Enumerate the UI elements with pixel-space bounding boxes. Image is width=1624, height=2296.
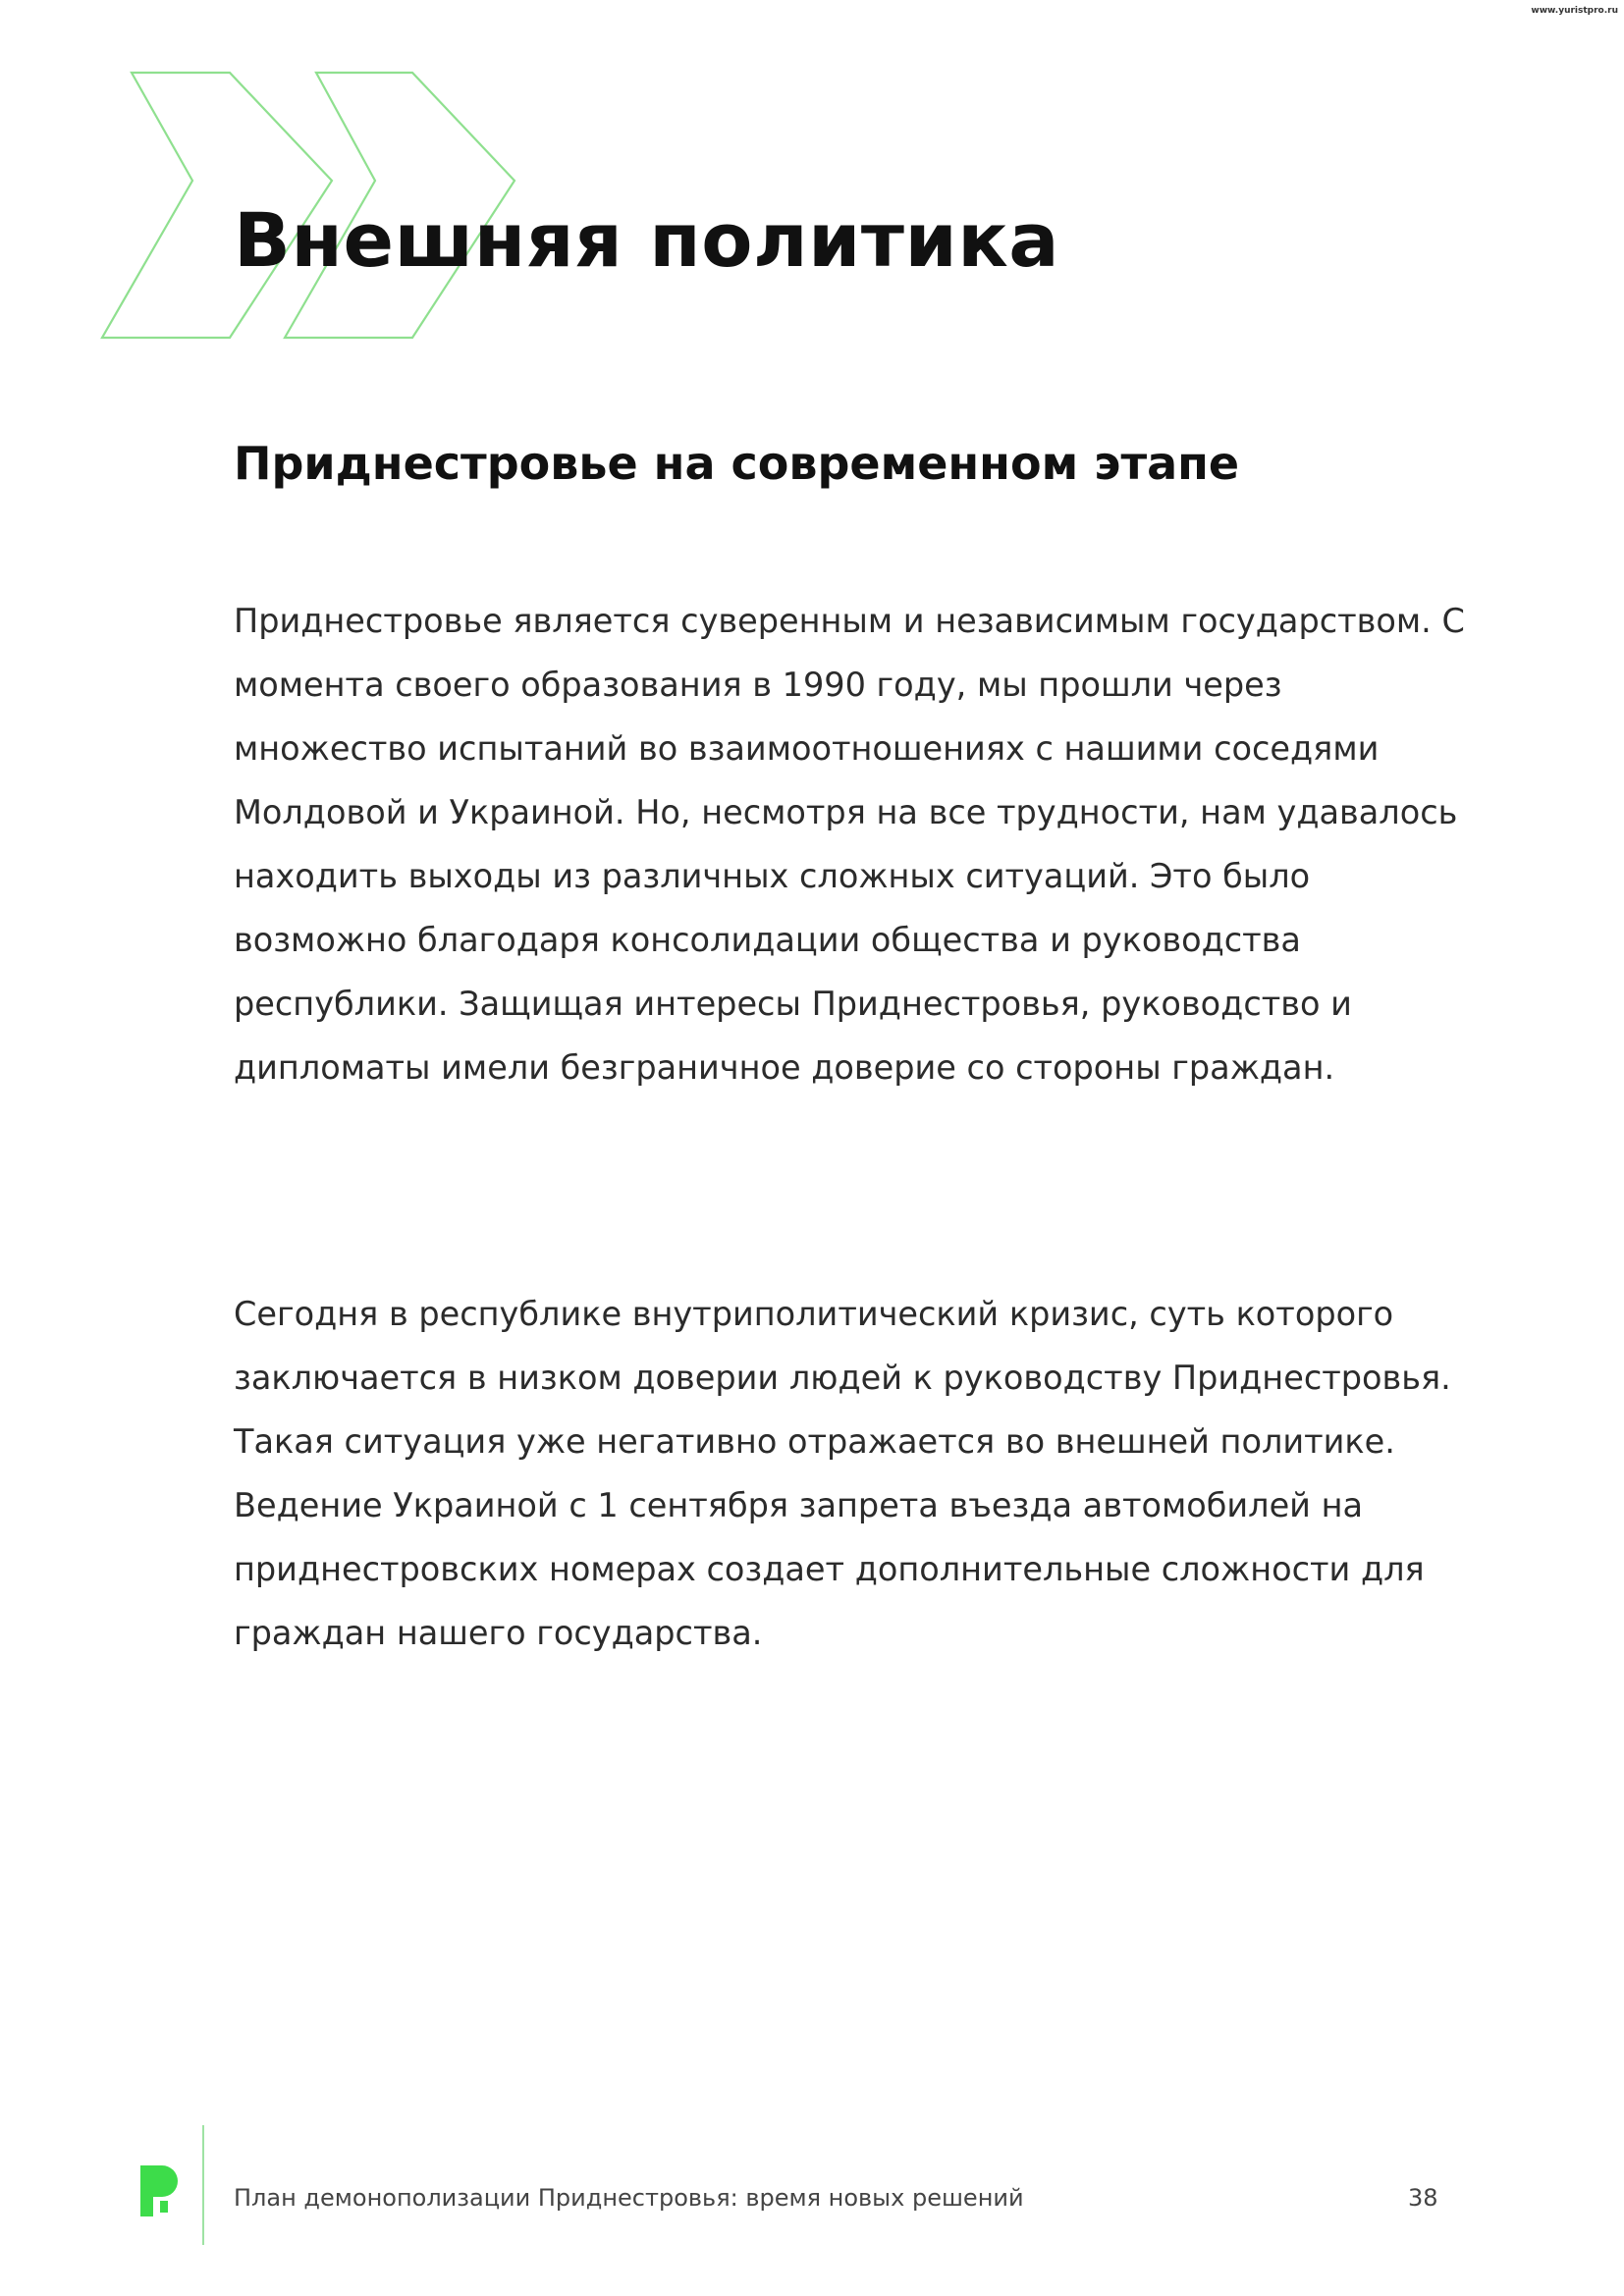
footer-divider	[202, 2125, 204, 2245]
body-paragraph-1: Приднестровье является суверенным и независимым государством. С момента своего образования в 1990 году, мы прошли через множество испытаний во взаимоотношениях с нашими соседями Молдовой и Украиной. Но, несмотря на все трудности, нам удавалось находить выходы из различных сложных ситуаций. Это было возможно благодаря консолидации общества и руководства республики. Защищая интересы Приднестровья, руководство и дипломаты имели безграничное доверие со стороны граждан.	[234, 602, 1465, 1087]
page-number: 38	[1408, 2184, 1438, 2212]
section-subtitle: Приднестровье на современном этапе	[234, 437, 1240, 490]
body-paragraph-2: Сегодня в республике внутриполитический кризис, суть которого заключается в низком доверии людей к руководству Приднестровья. Такая ситуация уже негативно отражается во внешней политике. Ведение Украиной с 1 сентября запрета въезда автомобилей на приднестровских номерах создает дополнительные сложности для граждан нашего государства.	[234, 1295, 1451, 1652]
footer-document-title: План демонополизации Приднестровья: время новых решений	[234, 2184, 1024, 2212]
watermark-text: www.yuristpro.ru	[1531, 6, 1618, 16]
double-chevron-outline-icon	[0, 0, 550, 353]
page-title: Внешняя политика	[234, 196, 1060, 284]
party-logo-icon	[140, 2165, 180, 2216]
